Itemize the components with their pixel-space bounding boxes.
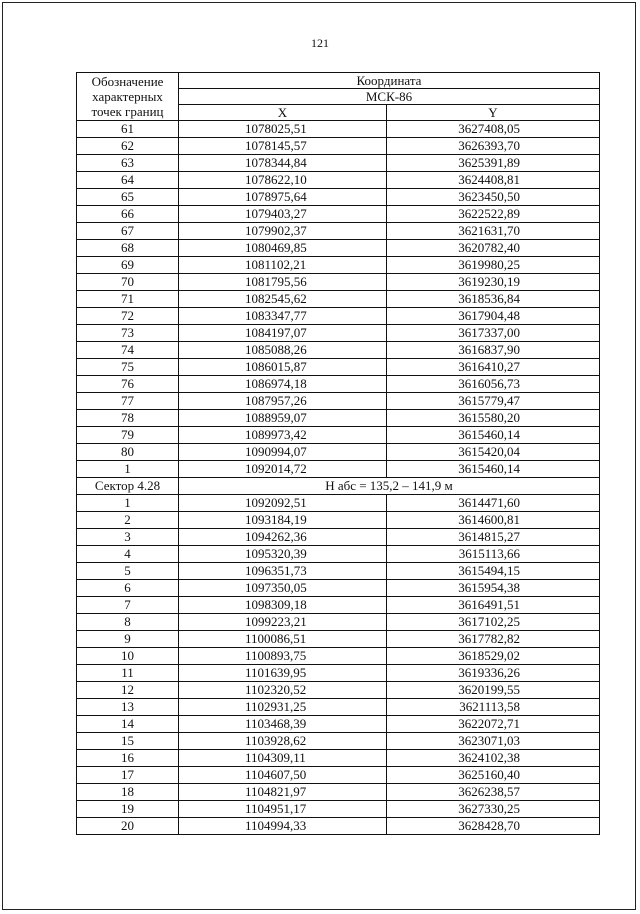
point-number-cell: 66 xyxy=(77,206,179,223)
y-header: Y xyxy=(387,105,600,121)
x-coordinate-cell: 1103468,39 xyxy=(179,716,387,733)
point-number-cell: 63 xyxy=(77,155,179,172)
table-row xyxy=(77,325,600,342)
table-row xyxy=(77,750,600,767)
table-row xyxy=(77,716,600,733)
x-coordinate-cell: 1092092,51 xyxy=(179,495,387,512)
x-coordinate-cell: 1098309,18 xyxy=(179,597,387,614)
y-coordinate-cell: 3614600,81 xyxy=(387,512,600,529)
table-row xyxy=(77,155,600,172)
y-coordinate-cell: 3622522,89 xyxy=(387,206,600,223)
coordinates-table xyxy=(76,72,600,835)
table-row xyxy=(77,308,600,325)
x-coordinate-cell: 1104309,11 xyxy=(179,750,387,767)
table-row xyxy=(77,206,600,223)
table-row xyxy=(77,648,600,665)
table-row xyxy=(77,274,600,291)
point-number-cell: 1 xyxy=(77,461,179,478)
point-number-cell: 72 xyxy=(77,308,179,325)
point-number-cell: 17 xyxy=(77,767,179,784)
table-row xyxy=(77,359,600,376)
y-coordinate-cell: 3619336,26 xyxy=(387,665,600,682)
point-number-cell: 79 xyxy=(77,427,179,444)
y-coordinate-cell: 3621113,58 xyxy=(387,699,600,716)
table-row xyxy=(77,410,600,427)
table-row xyxy=(77,563,600,580)
point-number-cell: 4 xyxy=(77,546,179,563)
point-label-header: Обозначение характерных точек границ xyxy=(77,73,179,121)
table-row xyxy=(77,546,600,563)
table-row xyxy=(77,223,600,240)
x-coordinate-cell: 1078344,84 xyxy=(179,155,387,172)
point-number-cell: 76 xyxy=(77,376,179,393)
table-row xyxy=(77,461,600,478)
sector-row-group xyxy=(77,478,600,495)
table-row xyxy=(77,495,600,512)
x-coordinate-cell: 1103928,62 xyxy=(179,733,387,750)
point-number-cell: 62 xyxy=(77,138,179,155)
table-row xyxy=(77,767,600,784)
table-row xyxy=(77,512,600,529)
y-coordinate-cell: 3615494,15 xyxy=(387,563,600,580)
x-coordinate-cell: 1104821,97 xyxy=(179,784,387,801)
y-coordinate-cell: 3615113,66 xyxy=(387,546,600,563)
table-row xyxy=(77,597,600,614)
y-coordinate-cell: 3617782,82 xyxy=(387,631,600,648)
table-row xyxy=(77,427,600,444)
x-coordinate-cell: 1093184,19 xyxy=(179,512,387,529)
x-coordinate-cell: 1081795,56 xyxy=(179,274,387,291)
y-coordinate-cell: 3626393,70 xyxy=(387,138,600,155)
x-coordinate-cell: 1099223,21 xyxy=(179,614,387,631)
table-row xyxy=(77,172,600,189)
x-coordinate-cell: 1086015,87 xyxy=(179,359,387,376)
point-number-cell: 73 xyxy=(77,325,179,342)
table-row xyxy=(77,665,600,682)
table-row xyxy=(77,138,600,155)
point-number-cell: 10 xyxy=(77,648,179,665)
coordinate-header: Координата xyxy=(179,73,600,89)
point-number-cell: 14 xyxy=(77,716,179,733)
x-coordinate-cell: 1078975,64 xyxy=(179,189,387,206)
x-coordinate-cell: 1096351,73 xyxy=(179,563,387,580)
x-coordinate-cell: 1097350,05 xyxy=(179,580,387,597)
table-row xyxy=(77,801,600,818)
point-number-cell: 3 xyxy=(77,529,179,546)
x-coordinate-cell: 1104994,33 xyxy=(179,818,387,835)
table-body-part-1 xyxy=(77,121,600,478)
x-coordinate-cell: 1081102,21 xyxy=(179,257,387,274)
y-coordinate-cell: 3616491,51 xyxy=(387,597,600,614)
table-row xyxy=(77,189,600,206)
point-number-cell: 12 xyxy=(77,682,179,699)
y-coordinate-cell: 3619980,25 xyxy=(387,257,600,274)
x-coordinate-cell: 1104607,50 xyxy=(179,767,387,784)
x-coordinate-cell: 1100086,51 xyxy=(179,631,387,648)
point-number-cell: 9 xyxy=(77,631,179,648)
table-row xyxy=(77,682,600,699)
y-coordinate-cell: 3618536,84 xyxy=(387,291,600,308)
y-coordinate-cell: 3626238,57 xyxy=(387,784,600,801)
point-number-cell: 2 xyxy=(77,512,179,529)
table-row xyxy=(77,121,600,138)
table-row xyxy=(77,631,600,648)
x-coordinate-cell: 1094262,36 xyxy=(179,529,387,546)
point-number-cell: 1 xyxy=(77,495,179,512)
table-row xyxy=(77,784,600,801)
y-coordinate-cell: 3615580,20 xyxy=(387,410,600,427)
sector-height: Н абс = 135,2 – 141,9 м xyxy=(179,478,600,495)
point-number-cell: 68 xyxy=(77,240,179,257)
y-coordinate-cell: 3624408,81 xyxy=(387,172,600,189)
point-number-cell: 77 xyxy=(77,393,179,410)
x-coordinate-cell: 1088959,07 xyxy=(179,410,387,427)
point-number-cell: 64 xyxy=(77,172,179,189)
y-coordinate-cell: 3622072,71 xyxy=(387,716,600,733)
table-row xyxy=(77,393,600,410)
x-coordinate-cell: 1083347,77 xyxy=(179,308,387,325)
x-coordinate-cell: 1085088,26 xyxy=(179,342,387,359)
x-coordinate-cell: 1090994,07 xyxy=(179,444,387,461)
x-coordinate-cell: 1089973,42 xyxy=(179,427,387,444)
x-coordinate-cell: 1079403,27 xyxy=(179,206,387,223)
y-coordinate-cell: 3627408,05 xyxy=(387,121,600,138)
y-coordinate-cell: 3617102,25 xyxy=(387,614,600,631)
x-coordinate-cell: 1078145,57 xyxy=(179,138,387,155)
y-coordinate-cell: 3615779,47 xyxy=(387,393,600,410)
point-number-cell: 75 xyxy=(77,359,179,376)
x-coordinate-cell: 1104951,17 xyxy=(179,801,387,818)
point-number-cell: 7 xyxy=(77,597,179,614)
x-coordinate-cell: 1084197,07 xyxy=(179,325,387,342)
point-number-cell: 69 xyxy=(77,257,179,274)
point-number-cell: 6 xyxy=(77,580,179,597)
table-row xyxy=(77,342,600,359)
x-coordinate-cell: 1092014,72 xyxy=(179,461,387,478)
table-row xyxy=(77,733,600,750)
y-coordinate-cell: 3624102,38 xyxy=(387,750,600,767)
point-number-cell: 11 xyxy=(77,665,179,682)
y-coordinate-cell: 3614815,27 xyxy=(387,529,600,546)
x-coordinate-cell: 1078025,51 xyxy=(179,121,387,138)
table-row xyxy=(77,580,600,597)
table-row xyxy=(77,444,600,461)
y-coordinate-cell: 3618529,02 xyxy=(387,648,600,665)
y-coordinate-cell: 3615420,04 xyxy=(387,444,600,461)
point-number-cell: 19 xyxy=(77,801,179,818)
x-coordinate-cell: 1101639,95 xyxy=(179,665,387,682)
x-coordinate-cell: 1082545,62 xyxy=(179,291,387,308)
table-row xyxy=(77,291,600,308)
y-coordinate-cell: 3615460,14 xyxy=(387,461,600,478)
x-header: X xyxy=(179,105,387,121)
point-number-cell: 80 xyxy=(77,444,179,461)
y-coordinate-cell: 3620782,40 xyxy=(387,240,600,257)
point-number-cell: 18 xyxy=(77,784,179,801)
y-coordinate-cell: 3615954,38 xyxy=(387,580,600,597)
coordinate-system-header: МСК-86 xyxy=(179,89,600,105)
y-coordinate-cell: 3616837,90 xyxy=(387,342,600,359)
point-number-cell: 61 xyxy=(77,121,179,138)
table-header xyxy=(77,73,600,121)
point-number-cell: 16 xyxy=(77,750,179,767)
point-number-cell: 71 xyxy=(77,291,179,308)
y-coordinate-cell: 3627330,25 xyxy=(387,801,600,818)
y-coordinate-cell: 3617337,00 xyxy=(387,325,600,342)
y-coordinate-cell: 3617904,48 xyxy=(387,308,600,325)
y-coordinate-cell: 3625160,40 xyxy=(387,767,600,784)
page-number: 121 xyxy=(311,36,329,50)
point-number-cell: 15 xyxy=(77,733,179,750)
x-coordinate-cell: 1087957,26 xyxy=(179,393,387,410)
x-coordinate-cell: 1095320,39 xyxy=(179,546,387,563)
table-row xyxy=(77,529,600,546)
point-number-cell: 78 xyxy=(77,410,179,427)
table-row xyxy=(77,614,600,631)
x-coordinate-cell: 1102320,52 xyxy=(179,682,387,699)
sector-row xyxy=(77,478,600,495)
x-coordinate-cell: 1078622,10 xyxy=(179,172,387,189)
sector-label: Сектор 4.28 xyxy=(77,478,179,495)
x-coordinate-cell: 1080469,85 xyxy=(179,240,387,257)
y-coordinate-cell: 3621631,70 xyxy=(387,223,600,240)
table-row xyxy=(77,257,600,274)
y-coordinate-cell: 3620199,55 xyxy=(387,682,600,699)
point-number-cell: 70 xyxy=(77,274,179,291)
table-row xyxy=(77,240,600,257)
point-number-cell: 13 xyxy=(77,699,179,716)
x-coordinate-cell: 1079902,37 xyxy=(179,223,387,240)
y-coordinate-cell: 3615460,14 xyxy=(387,427,600,444)
point-number-cell: 5 xyxy=(77,563,179,580)
table-row xyxy=(77,699,600,716)
point-number-cell: 20 xyxy=(77,818,179,835)
point-number-cell: 8 xyxy=(77,614,179,631)
y-coordinate-cell: 3625391,89 xyxy=(387,155,600,172)
table-row xyxy=(77,818,600,835)
y-coordinate-cell: 3619230,19 xyxy=(387,274,600,291)
x-coordinate-cell: 1100893,75 xyxy=(179,648,387,665)
y-coordinate-cell: 3628428,70 xyxy=(387,818,600,835)
x-coordinate-cell: 1086974,18 xyxy=(179,376,387,393)
x-coordinate-cell: 1102931,25 xyxy=(179,699,387,716)
point-number-cell: 74 xyxy=(77,342,179,359)
y-coordinate-cell: 3616410,27 xyxy=(387,359,600,376)
y-coordinate-cell: 3616056,73 xyxy=(387,376,600,393)
point-number-cell: 67 xyxy=(77,223,179,240)
y-coordinate-cell: 3614471,60 xyxy=(387,495,600,512)
table-row xyxy=(77,376,600,393)
point-number-cell: 65 xyxy=(77,189,179,206)
y-coordinate-cell: 3623071,03 xyxy=(387,733,600,750)
table-body-part-2 xyxy=(77,495,600,835)
y-coordinate-cell: 3623450,50 xyxy=(387,189,600,206)
